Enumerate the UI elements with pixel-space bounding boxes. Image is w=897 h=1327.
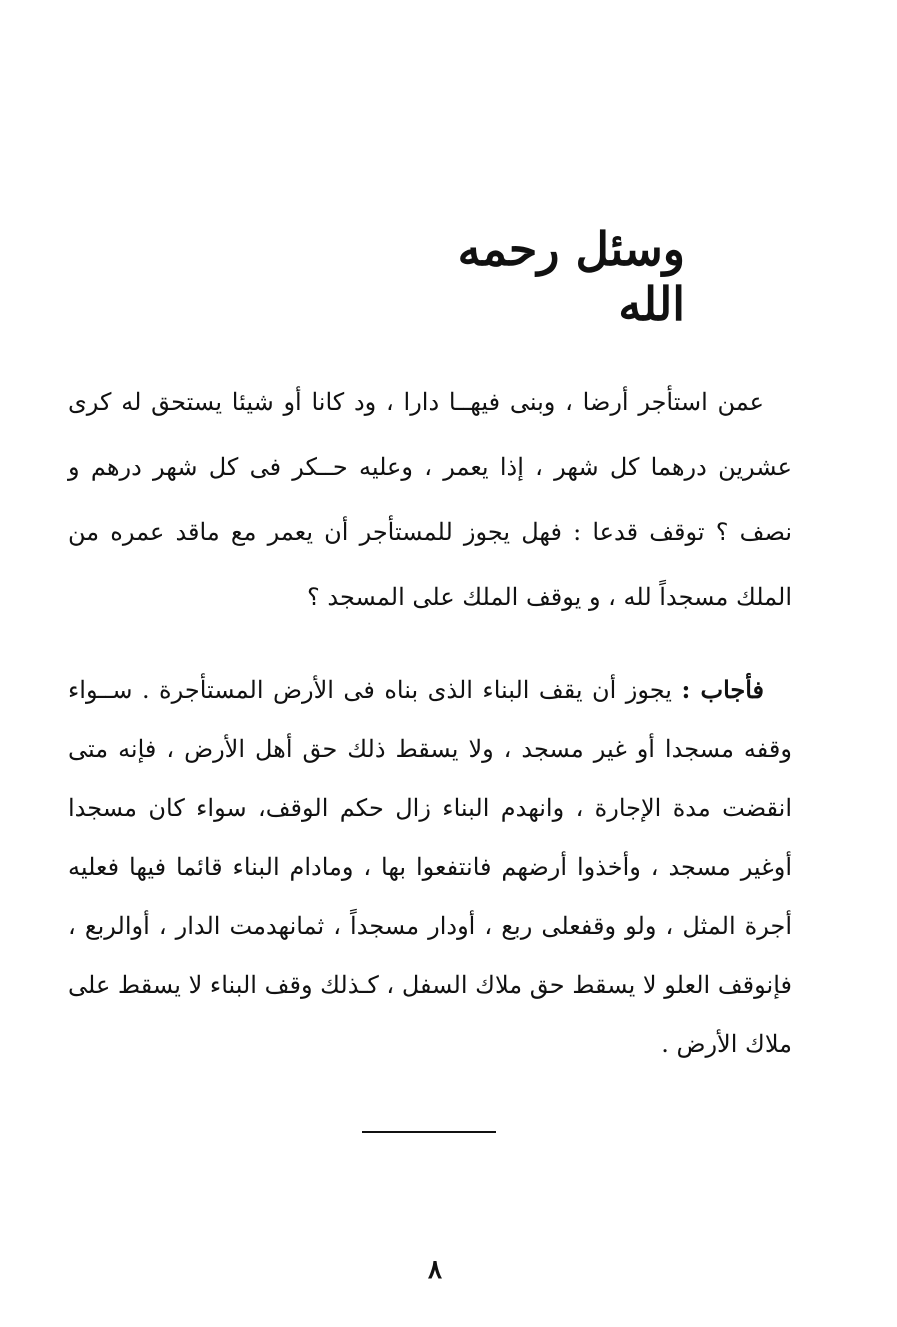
answer-text: يجوز أن يقف البناء الذى بناه فى الأرض المستأجرة . ســواء وقفه مسجدا أو غير مسجد ، ولا يسقط ذلك حق أهل الأرض ، فإنه متى انقضت مدة الإجارة ، وانهدم البناء زال حكم الوقف، سواء كان مسجدا أوغير مسجد ، وأخذوا أرضهم فانتفعوا بها ، ومادام البناء قائما فيها فعليه أجرة المثل ، ولو وقفعلى ربع ، أودار مسجداً ، ثمانهدمت الدار ، أوالربع ، فإنوقف العلو لا يسقط حق ملاك السفل ، كـذلك وقف البناء لا يسقط على ملاك الأرض . — [68, 676, 793, 1058]
page-number: ٨ — [428, 1255, 442, 1285]
section-heading: وسئل رحمه الله — [457, 222, 685, 332]
section-divider — [362, 1131, 496, 1133]
question-paragraph: عمن استأجر أرضا ، وبنى فيهــا دارا ، ود كانا أو شيئا يستحق له كرى عشرين درهما كل شهر ، إذا يعمر ، وعليه حــكر فى كل شهر درهم و نصف ؟ توقف قدعا : فهل يجوز للمستأجر أن يعمر مع ماقد عمره من الملك مسجداً لله ، و يوقف الملك على المسجد ؟ — [68, 388, 792, 611]
answer-label: فأجاب : — [681, 675, 765, 704]
answer-paragraph — [68, 660, 792, 1074]
